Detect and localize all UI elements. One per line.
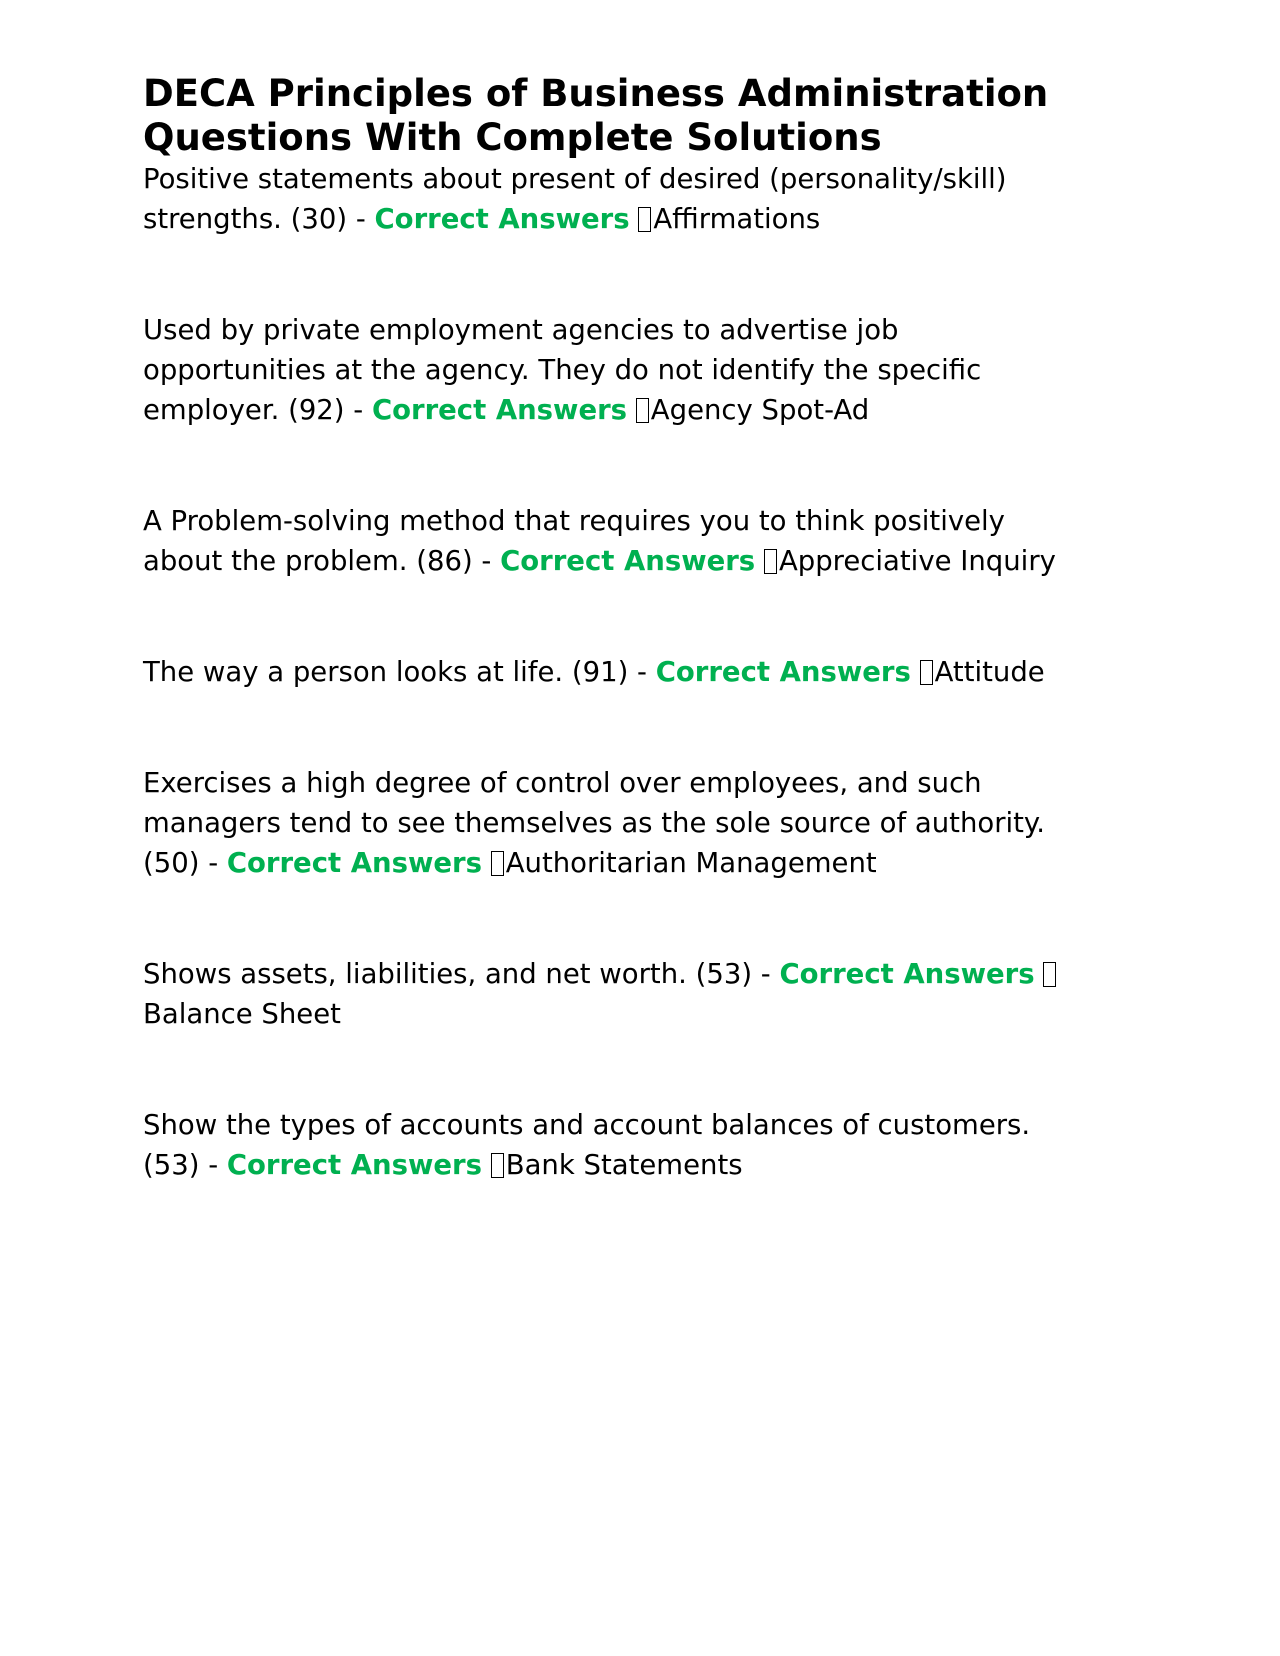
question-text: Used by private employment agencies to advertise job opportunities at the agency. They do not identify the specific employer. (92) -: [143, 314, 982, 426]
answer-text: Affirmations: [653, 203, 821, 235]
answer-text: Balance Sheet: [143, 998, 341, 1030]
missing-glyph-icon: [491, 851, 504, 876]
qa-item: [143, 310, 1078, 430]
answer-text: Appreciative Inquiry: [778, 545, 1056, 577]
qa-item: [143, 954, 1078, 1034]
qa-item: [143, 501, 1078, 581]
document-page: [143, 72, 1078, 1256]
qa-item: [143, 1105, 1078, 1185]
missing-glyph-icon: [920, 660, 933, 685]
qa-list: [143, 159, 1078, 1185]
missing-glyph-icon: [1043, 962, 1056, 987]
question-text: Positive statements about present of desired (personality/skill) strengths. (30) -: [143, 163, 1007, 235]
qa-item: [143, 652, 1078, 692]
correct-answers-label: Correct Answers: [655, 656, 911, 688]
question-text: Shows assets, liabilities, and net worth. (53) -: [143, 958, 780, 990]
qa-item: [143, 159, 1078, 239]
missing-glyph-icon: [764, 549, 777, 574]
answer-text: Agency Spot-Ad: [650, 394, 870, 426]
correct-answers-label: Correct Answers: [500, 545, 756, 577]
correct-answers-label: Correct Answers: [779, 958, 1035, 990]
question-text: The way a person looks at life. (91) -: [143, 656, 656, 688]
question-text: Show the types of accounts and account balances of customers. (53) -: [143, 1109, 1031, 1181]
correct-answers-label: Correct Answers: [374, 203, 630, 235]
qa-item: [143, 763, 1078, 883]
document-title: DECA Principles of Business Administration Questions With Complete Solutions: [143, 72, 1049, 159]
correct-answers-label: Correct Answers: [371, 394, 628, 426]
answer-text: Authoritarian Management: [505, 847, 877, 879]
missing-glyph-icon: [638, 207, 651, 232]
correct-answers-label: Correct Answers: [226, 1149, 482, 1181]
correct-answers-label: Correct Answers: [226, 847, 482, 879]
missing-glyph-icon: [491, 1153, 504, 1178]
missing-glyph-icon: [636, 398, 649, 423]
answer-text: Attitude: [934, 656, 1045, 688]
question-text: A Problem-solving method that requires you to think positively about the problem. (86) -: [143, 505, 1005, 577]
question-text: Exercises a high degree of control over employees, and such managers tend to see themselves as the sole source of authority. (50) -: [143, 767, 1046, 879]
answer-text: Bank Statements: [505, 1149, 743, 1181]
